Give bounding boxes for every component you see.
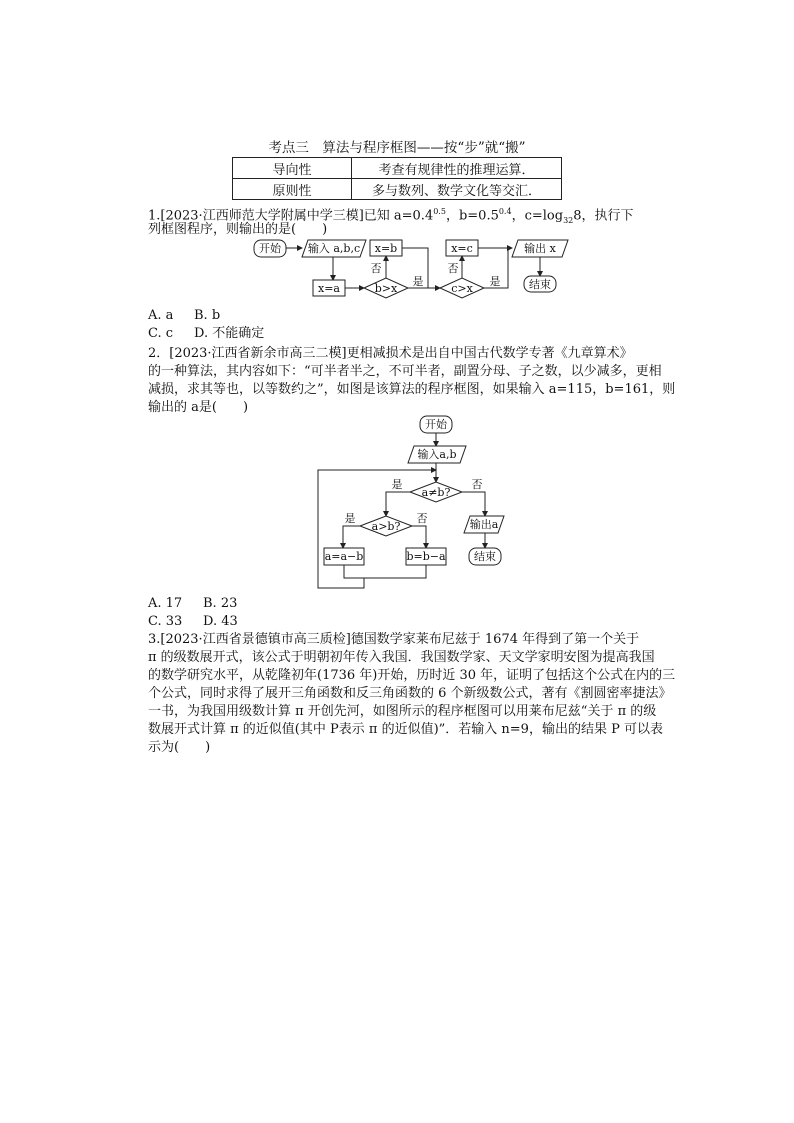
option-d: D. 不能确定 [194, 326, 265, 341]
q1-no-label: 否 [370, 262, 382, 275]
option-c: C. 33 [148, 614, 183, 629]
table-value: 考查有规律性的推理运算． [352, 158, 562, 179]
q1-output-label: 输出 x [524, 242, 556, 255]
q2-options-row1 [148, 594, 237, 614]
q1-assign-b-label: x=b [374, 242, 398, 255]
q2-cond1-label: a≠b? [421, 486, 451, 499]
q2-output-label: 输出a [469, 518, 499, 531]
q2-cond2-label: a>b? [371, 520, 401, 533]
q2-options-row2 [148, 612, 238, 632]
q3-line: 数展开式计算 π 的近似值(其中 P表示 π 的近似值)”．若输入 n=9，输出的结果 P 可以表 [148, 722, 663, 737]
q1-stem-line2: 列框图程序，则输出的是( ) [148, 222, 328, 237]
option-b: B. b [194, 308, 221, 323]
q2-no-label: 否 [416, 512, 428, 525]
q1-end-label: 结束 [529, 278, 551, 291]
option-b: B. 23 [203, 596, 238, 611]
option-c: C. c [148, 326, 174, 341]
q3-line: 3.[2023·江西省景德镇市高三质检]德国数学家莱布尼兹于 1674 年得到了第一个关于 [148, 632, 640, 647]
q2-start-label: 开始 [425, 418, 447, 431]
q1-stem-line1: 1.[2023·江西师范大学附属中学三模]已知 $a=0.4^{0.5}$，$b=0.5^{0.4}$，$c=\log_{32}8$，执行下 [148, 207, 634, 225]
table-key: 原则性 [233, 179, 352, 200]
q3-line: 一书，为我国用级数计算 π 开创先河，如图所示的程序框图可以用莱布尼兹“关于 π 的级 [148, 704, 657, 719]
table-value: 多与数列、数学文化等交汇． [352, 179, 562, 200]
q1-assign-a-label: x=a [318, 282, 340, 295]
q1-yes-label: 是 [412, 275, 424, 288]
q1-input-label: 输入 a,b,c [307, 242, 361, 255]
q2-yes-label: 是 [391, 478, 403, 491]
q2-input-label: 输入a,b [417, 448, 457, 461]
q3-line: 示为( ) [148, 740, 211, 755]
q3-line: 个公式，同时求得了展开三角函数和反三角函数的 6 个新级数公式，著有《割圆密率捷法》 [148, 686, 672, 701]
q1-cond2-label: c>x [451, 282, 473, 295]
option-d: D. 43 [203, 614, 238, 629]
table-key: 导向性 [233, 158, 352, 179]
q2-line: 减损，求其等也，以等数约之”，如图是该算法的程序框图，如果输入 a=115，b=161，则 [148, 382, 676, 397]
q2-end-label: 结束 [474, 550, 496, 563]
q2-line: 2．[2023·江西省新余市高三二模]更相减损术是出自中国古代数学专著《九章算术》 [148, 346, 633, 361]
q2-line: 的一种算法，其内容如下：“可半者半之，不可半者，副置分母、子之数，以少减多，更相 [148, 364, 662, 379]
q2-left-box-label: a=a−b [324, 550, 364, 563]
q2-right-box-label: b=b−a [406, 550, 446, 563]
q1-start-label: 开始 [259, 242, 281, 255]
q1-cond1-label: b>x [374, 282, 398, 295]
section-title: 考点三 算法与程序框图——按“步”就“搬” [268, 140, 526, 156]
q2-no-label: 否 [471, 478, 483, 491]
q3-line: π 的级数展开式，该公式于明朝初年传入我国．我国数学家、天文学家明安图为提高我国 [148, 650, 655, 665]
q2-yes-label: 是 [344, 512, 356, 525]
q1-yes-label: 是 [489, 275, 501, 288]
option-a: A. a [148, 308, 174, 323]
option-a: A. 17 [148, 596, 183, 611]
q1-assign-c-label: x=c [451, 242, 473, 255]
q3-line: 的数学研究水平，从乾隆初年(1736 年)开始，历时近 30 年，证明了包括这个公式在内的三 [148, 668, 676, 683]
q2-line: 输出的 a是( ) [148, 400, 249, 415]
q1-no-label: 否 [447, 262, 459, 275]
